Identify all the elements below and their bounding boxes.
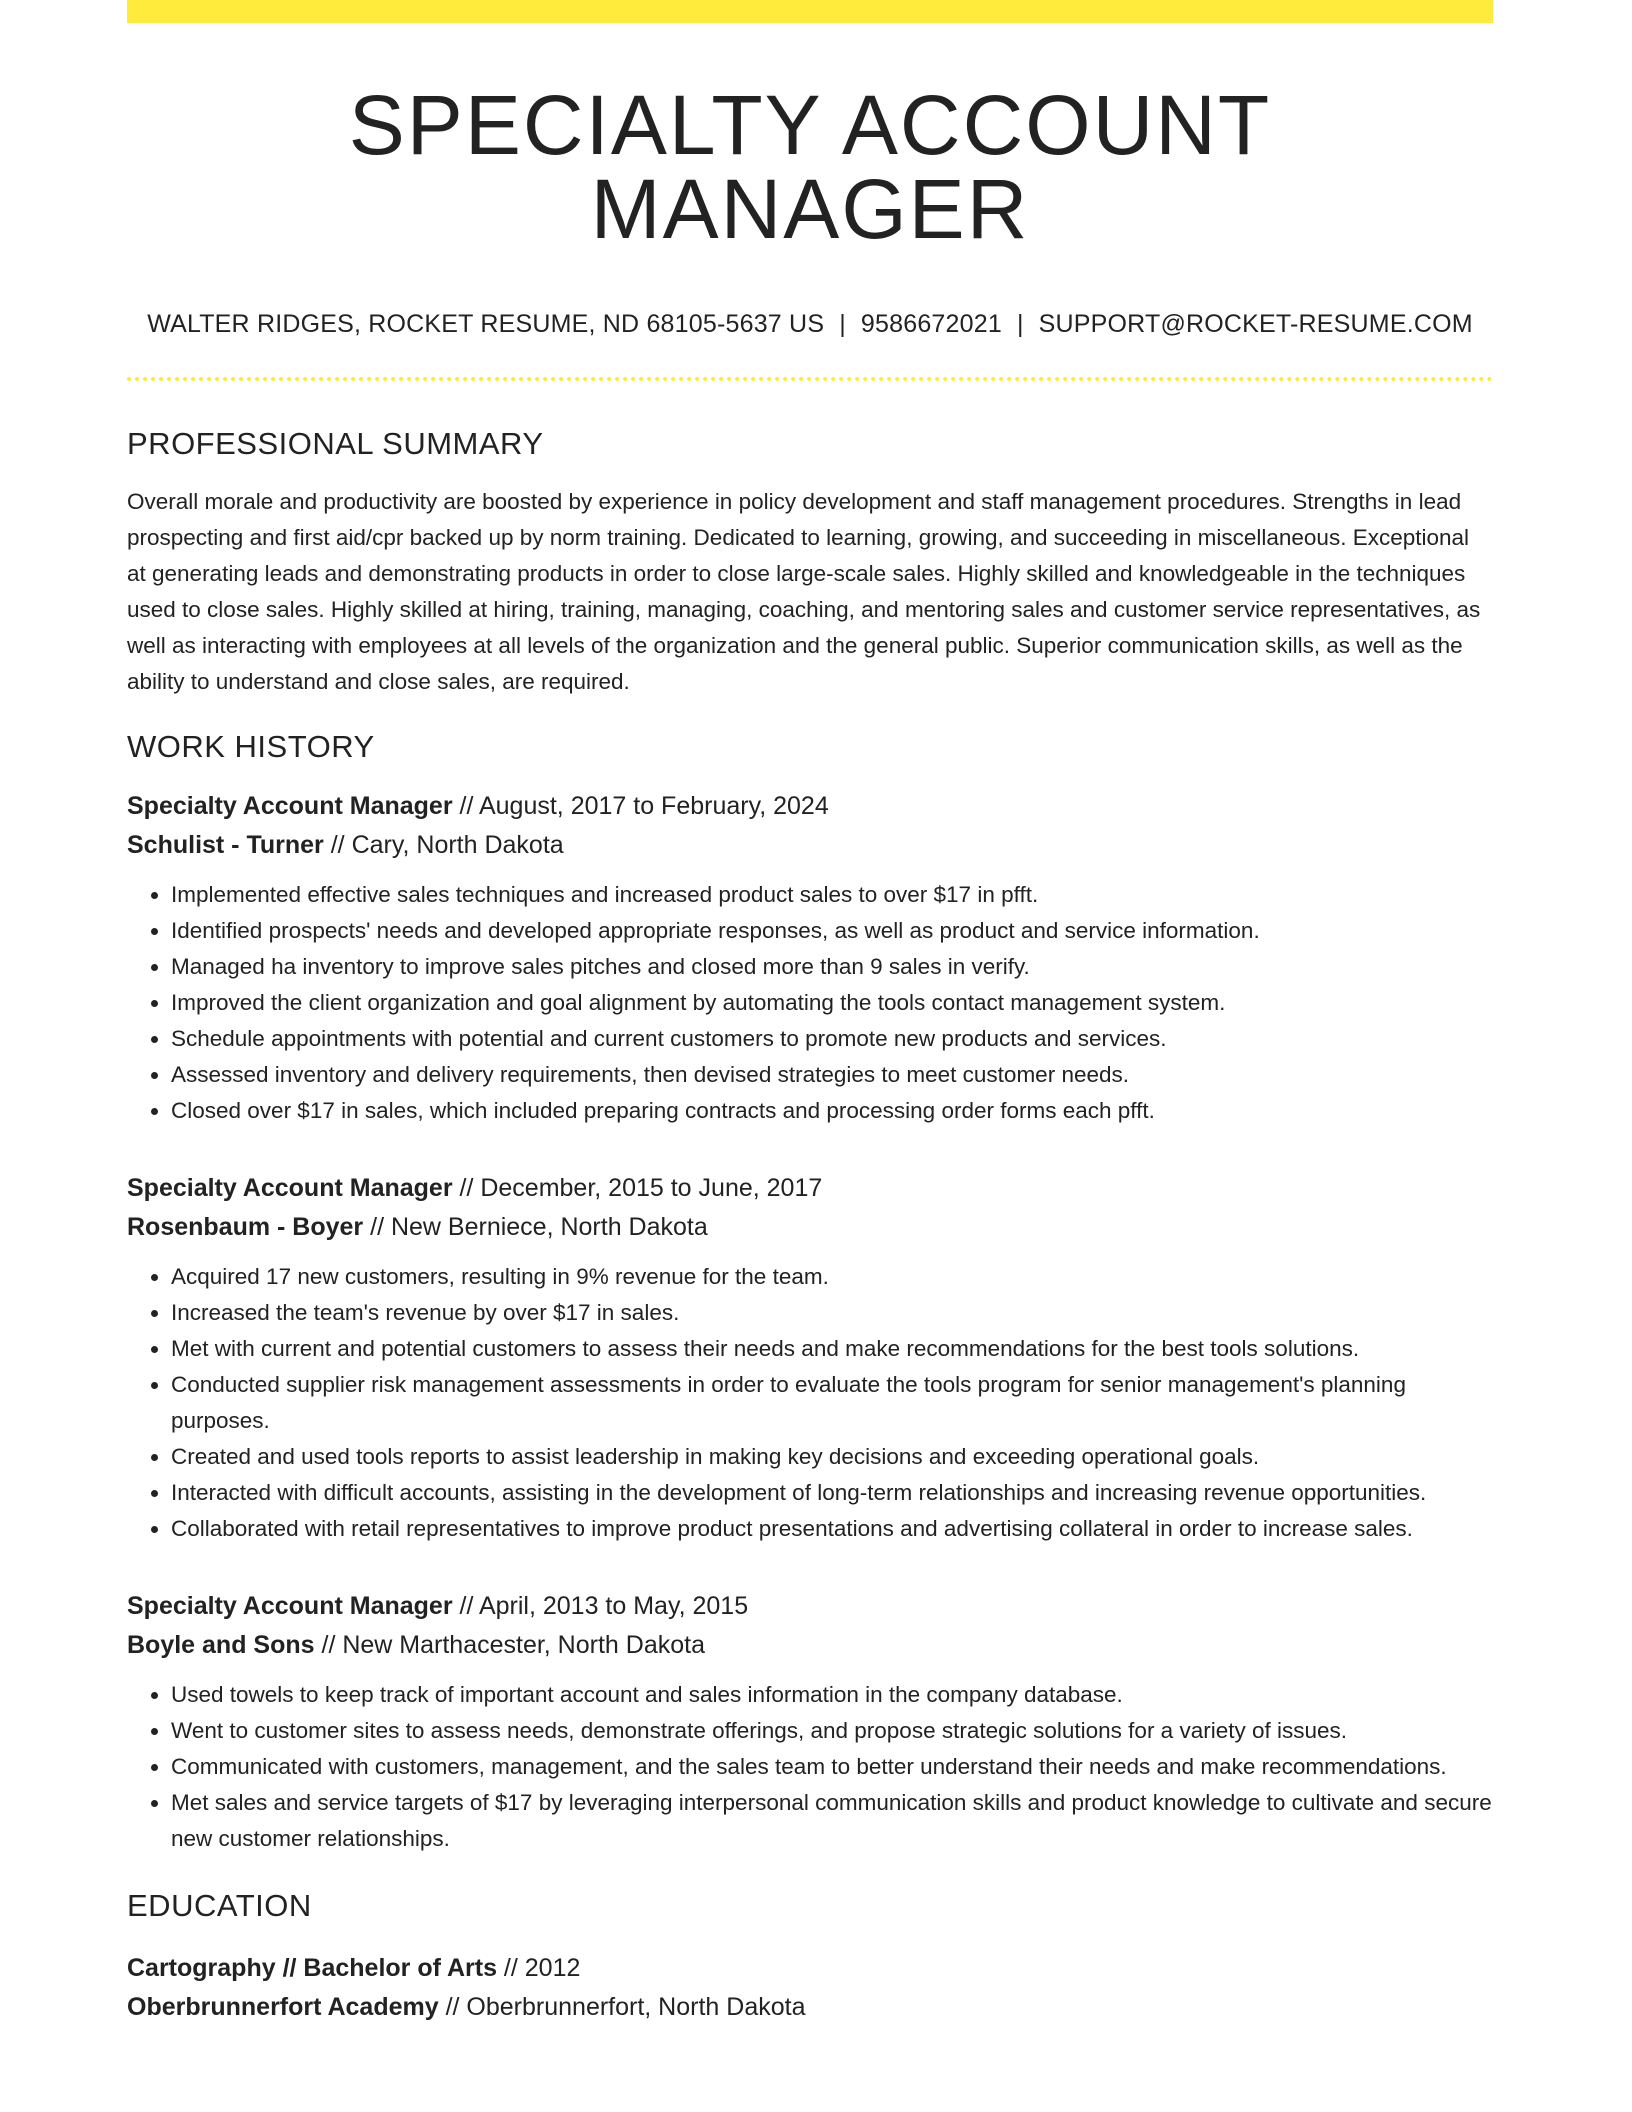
summary-text: Overall morale and productivity are boosted by experience in policy development and staff management procedures. Strengths in lead prospecting and first aid/cpr backed up by norm training. Dedicated to learning, growing, and succeeding in miscellaneous. Exceptional at generating leads and demonstrating products in order to close large-scale sales. Highly skilled and knowledgeable in the techniques used to close sales. Highly skilled at hiring, training, managing, coaching, and mentoring sales and customer service representatives, as well as interacting with employees at all levels of the organization and the general public. Superior communication skills, as well as the ability to understand and close sales, are required. [127, 489, 1481, 695]
job-title-line [127, 787, 1493, 826]
list-item: • Communicated with customers, management, and the sales team to better understand their needs and make recommendations. [171, 1749, 1493, 1785]
job-company: Schulist - Turner [127, 831, 324, 860]
list-item: • Schedule appointments with potential and current customers to promote new products and services. [171, 1021, 1493, 1057]
work-history-heading: WORK HISTORY [127, 729, 375, 765]
job-location: // New Berniece, North Dakota [363, 1213, 708, 1242]
list-item: • Identified prospects' needs and developed appropriate responses, as well as product and service information. [171, 913, 1493, 949]
job-location: // New Marthacester, North Dakota [314, 1631, 705, 1660]
job-company-line [127, 1208, 1493, 1247]
list-item: • Met sales and service targets of $17 by leveraging interpersonal communication skills and product knowledge to cultivate and secure new customer relationships. [171, 1785, 1493, 1857]
list-item: • Assessed inventory and delivery requirements, then devised strategies to meet customer needs. [171, 1057, 1493, 1093]
list-item: • Created and used tools reports to assist leadership in making key decisions and exceeding operational goals. [171, 1439, 1493, 1475]
job-company-line [127, 1626, 1493, 1665]
list-item: • Collaborated with retail representatives to improve product presentations and advertising collateral in order to increase sales. [171, 1511, 1493, 1547]
list-item: • Implemented effective sales techniques and increased product sales to over $17 in pfft. [171, 877, 1493, 913]
education-degree-line [127, 1949, 1493, 1988]
job-title-line [127, 1169, 1493, 1208]
job-entry [127, 787, 1493, 1129]
list-item: • Conducted supplier risk management assessments in order to evaluate the tools program for senior management's planning purposes. [171, 1367, 1493, 1439]
job-title: Specialty Account Manager [127, 1174, 453, 1203]
job-title: Specialty Account Manager [127, 1592, 453, 1621]
contact-separator: | [839, 310, 846, 338]
education-school-line [127, 1988, 1493, 2027]
list-item: • Managed ha inventory to improve sales pitches and closed more than 9 sales in verify. [171, 949, 1493, 985]
job-bullets [127, 877, 1493, 1129]
job-bullets [127, 1677, 1493, 1857]
education-school: Oberbrunnerfort Academy [127, 1992, 439, 2021]
summary-heading: PROFESSIONAL SUMMARY [127, 426, 544, 461]
list-item: • Acquired 17 new customers, resulting in 9% revenue for the team. [171, 1259, 1493, 1295]
education-year: // 2012 [496, 1953, 581, 1982]
list-item: • Used towels to keep track of important account and sales information in the company database. [171, 1677, 1493, 1713]
contact-line [127, 309, 1493, 339]
contact-address: WALTER RIDGES, ROCKET RESUME, ND 68105-5637 US [147, 310, 825, 338]
job-company-line [127, 826, 1493, 865]
list-item: • Closed over $17 in sales, which included preparing contracts and processing order forms each pfft. [171, 1093, 1493, 1129]
job-location: // Cary, North Dakota [323, 831, 564, 860]
dotted-divider [127, 377, 1493, 381]
list-item: • Went to customer sites to assess needs, demonstrate offerings, and propose strategic solutions for a variety of issues. [171, 1713, 1493, 1749]
job-bullets [127, 1259, 1493, 1547]
job-company: Rosenbaum - Boyer [127, 1213, 364, 1242]
job-entry [127, 1169, 1493, 1547]
contact-email: SUPPORT@ROCKET-RESUME.COM [1038, 310, 1473, 338]
job-company: Boyle and Sons [127, 1631, 315, 1660]
list-item: • Interacted with difficult accounts, assisting in the development of long-term relationships and increasing revenue opportunities. [171, 1475, 1493, 1511]
resume-page [127, 0, 1493, 2027]
education-entry [127, 1949, 1493, 2027]
job-title: Specialty Account Manager [127, 792, 453, 821]
education-location: // Oberbrunnerfort, North Dakota [438, 1992, 806, 2021]
contact-separator: | [1016, 310, 1024, 338]
job-entry [127, 1587, 1493, 1857]
job-dates: // August, 2017 to February, 2024 [452, 792, 829, 821]
list-item: • Increased the team's revenue by over $17 in sales. [171, 1295, 1493, 1331]
job-dates: // December, 2015 to June, 2017 [452, 1174, 823, 1203]
page-title: SPECIALTY ACCOUNT MANAGER [348, 78, 1272, 256]
list-item: • Met with current and potential customers to assess their needs and make recommendations for the best tools solutions. [171, 1331, 1493, 1367]
job-dates: // April, 2013 to May, 2015 [452, 1592, 749, 1621]
contact-phone: 9586672021 [860, 310, 1002, 338]
accent-top-bar [127, 0, 1493, 23]
education-heading: EDUCATION [127, 1888, 312, 1924]
list-item: • Improved the client organization and goal alignment by automating the tools contact management system. [171, 985, 1493, 1021]
education-degree: Cartography // Bachelor of Arts [127, 1953, 497, 1982]
job-title-line [127, 1587, 1493, 1626]
